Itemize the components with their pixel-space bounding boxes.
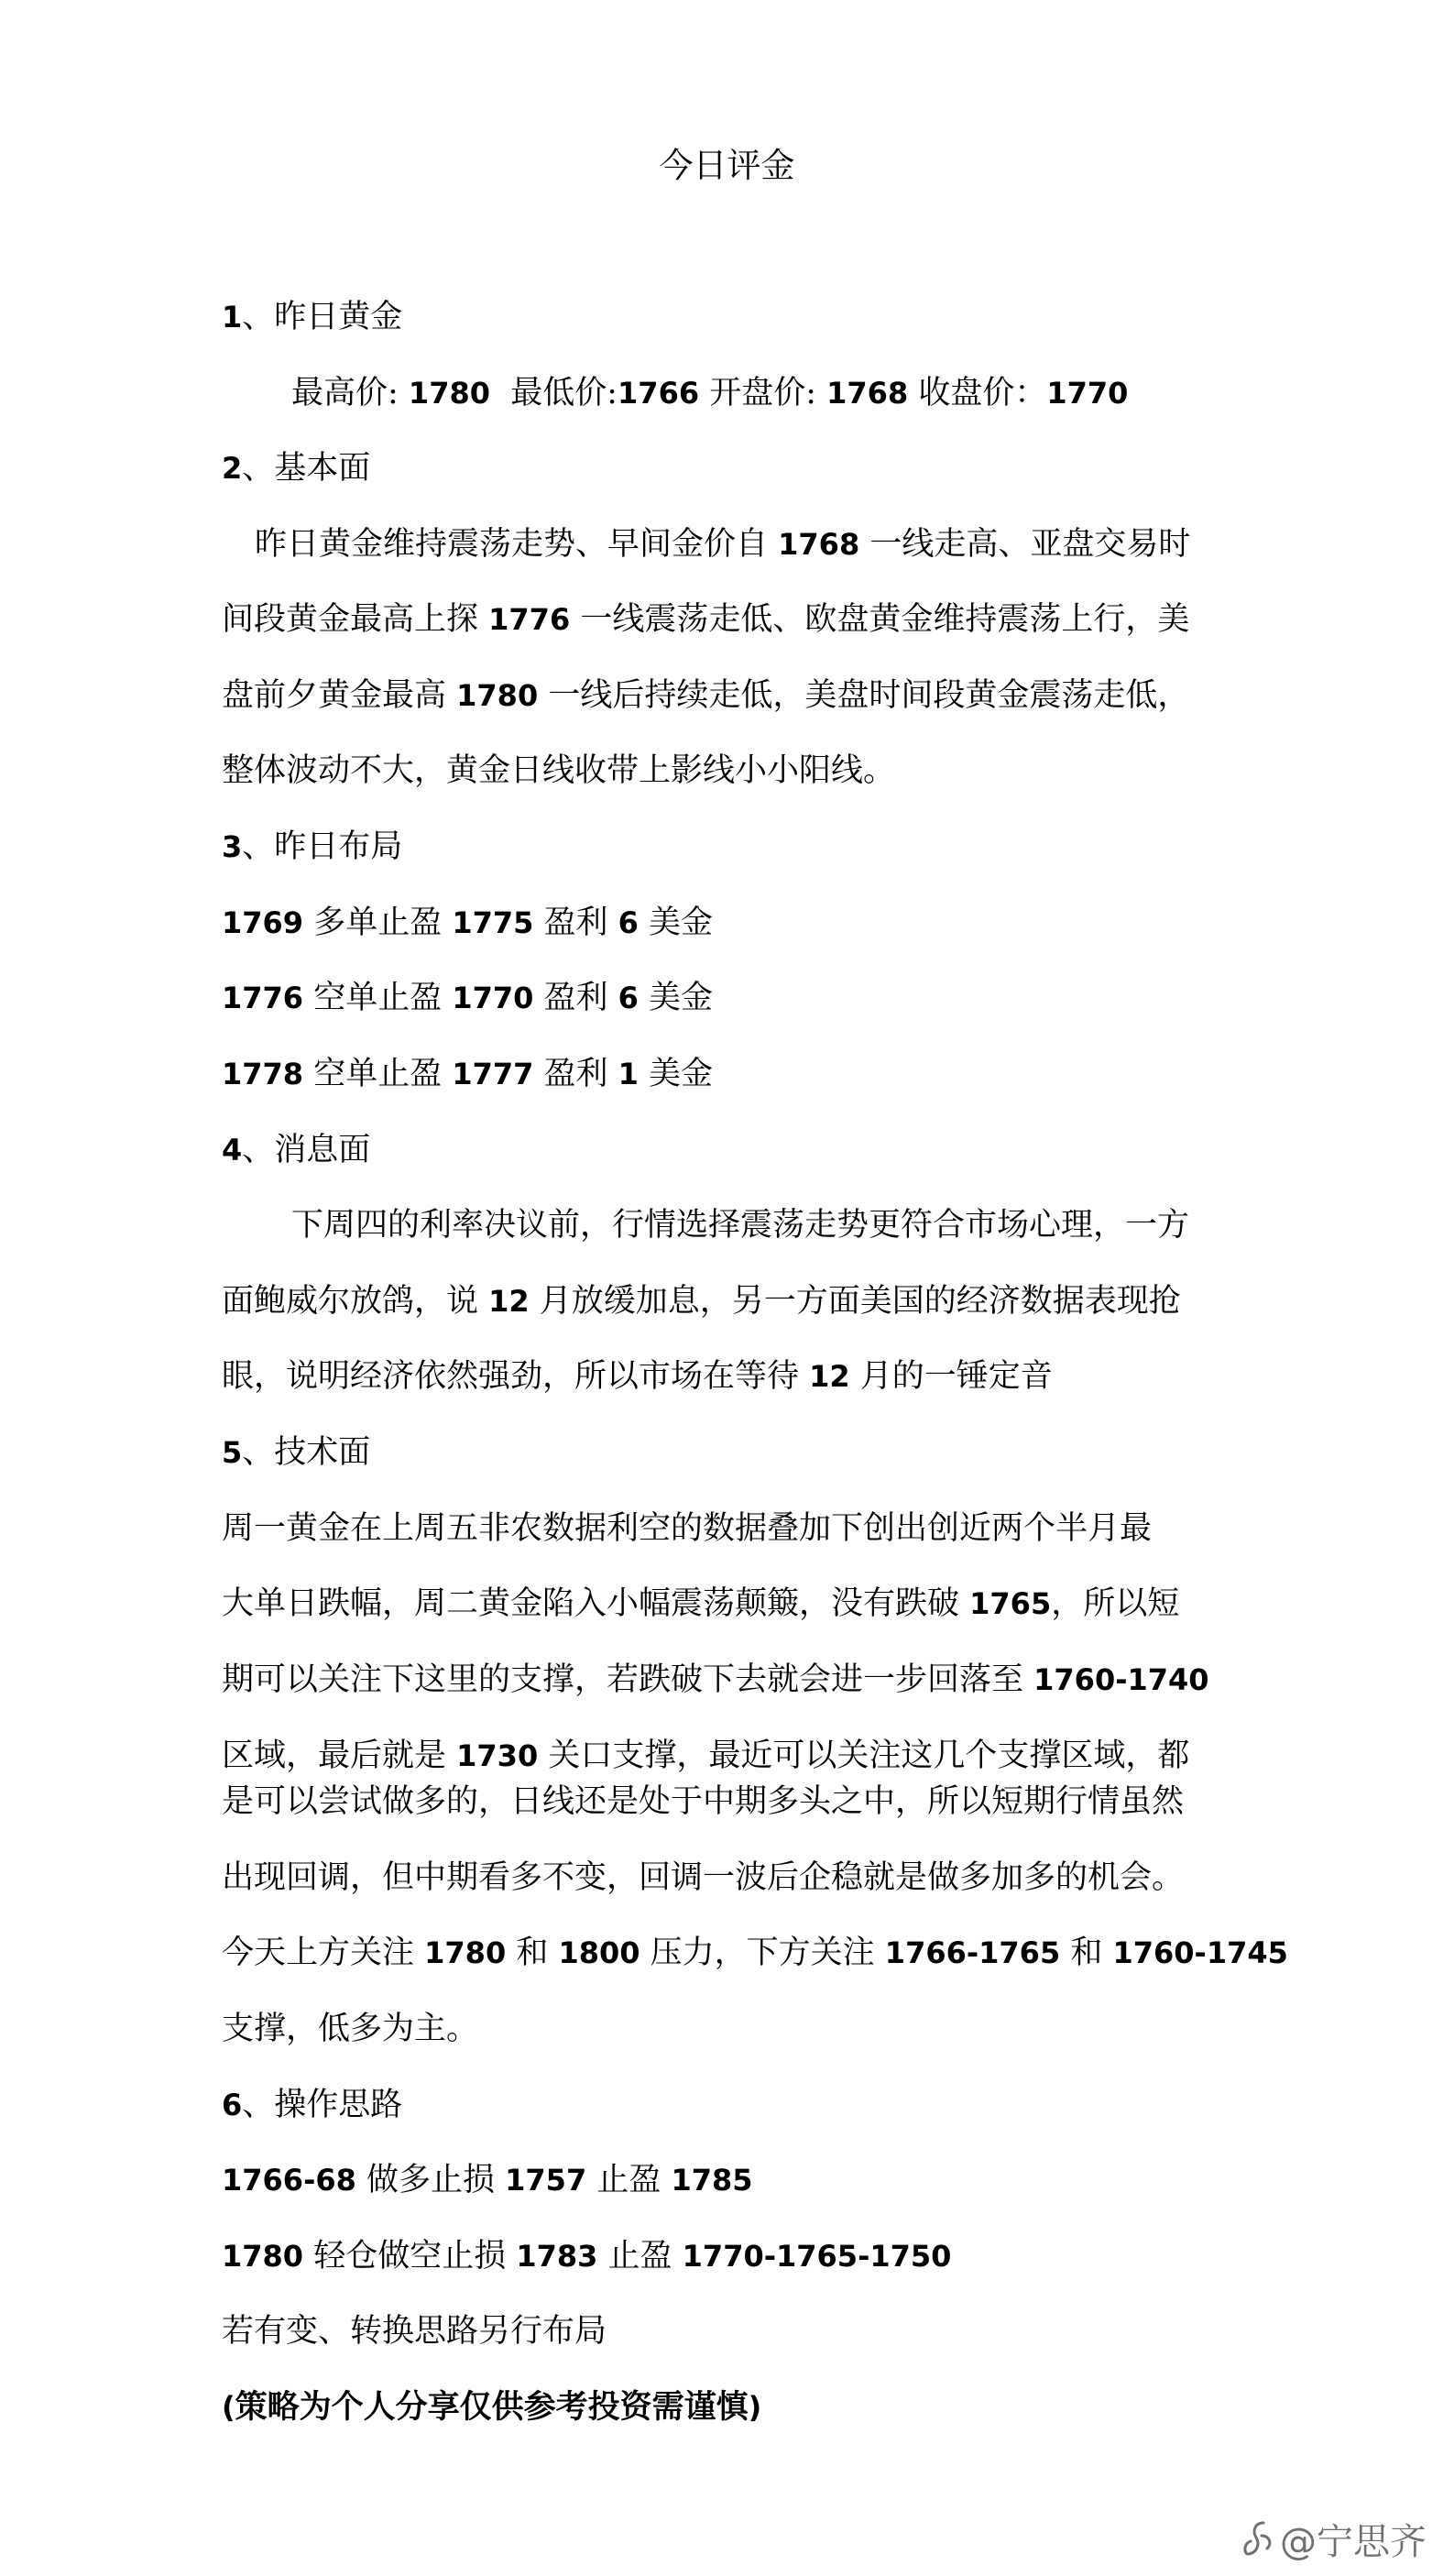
paragraph-line: 整体波动不大，黄金日线收带上影线小小阳线。	[222, 752, 896, 789]
trade-line: 1769 多单止盈 1775 盈利 6 美金	[222, 904, 714, 941]
trade-line: 1778 空单止盈 1777 盈利 1 美金	[222, 1056, 714, 1092]
paragraph-line: 出现回调，但中期看多不变，回调一波后企稳就是做多加多的机会。	[222, 1859, 1185, 1896]
price-line: 最高价: 1780 最低价:1766 开盘价: 1768 收盘价：1770	[291, 375, 1129, 411]
low-price: 1766	[618, 376, 700, 411]
watermark: @宁思齐	[1240, 2513, 1427, 2565]
plan-line: 1780 轻仓做空止损 1783 止盈 1770-1765-1750	[222, 2238, 952, 2275]
plan-line: 1766-68 做多止损 1757 止盈 1785	[222, 2162, 753, 2198]
section-heading-4: 4、消息面	[222, 1132, 371, 1168]
toutiao-logo-icon	[1240, 2519, 1276, 2560]
paragraph-line: 盘前夕黄金最高 1780 一线后持续走低，美盘时间段黄金震荡走低，	[222, 677, 1190, 714]
page-title: 今日评金	[659, 146, 795, 185]
paragraph-line: 区域，最后就是 1730 关口支撑，最近可以关注这几个支撑区域，都	[222, 1737, 1190, 1774]
disclaimer-line: (策略为个人分享仅供参考投资需谨慎)	[222, 2388, 762, 2426]
section-heading-1: 1、昨日黄金	[222, 299, 403, 335]
paragraph-line: 间段黄金最高上探 1776 一线震荡走低、欧盘黄金维持震荡上行，美	[222, 601, 1190, 638]
section-heading-5: 5、技术面	[222, 1434, 371, 1471]
paragraph-line: 下周四的利率决议前，行情选择震荡走势更符合市场心理，一方	[291, 1207, 1190, 1244]
open-price: 1768	[826, 376, 909, 411]
close-price: 1770	[1046, 376, 1129, 411]
paragraph-line: 期可以关注下这里的支撑，若跌破下去就会进一步回落至 1760-1740	[222, 1661, 1209, 1698]
paragraph-line: 面鲍威尔放鸽，说 12 月放缓加息，另一方面美国的经济数据表现抢	[222, 1283, 1181, 1320]
paragraph-line: 昨日黄金维持震荡走势、早间金价自 1768 一线走高、亚盘交易时	[255, 526, 1191, 563]
high-price: 1780	[408, 376, 490, 411]
trade-line: 1776 空单止盈 1770 盈利 6 美金	[222, 980, 714, 1016]
note-line: 若有变、转换思路另行布局	[222, 2313, 607, 2350]
paragraph-line: 支撑，低多为主。	[222, 2011, 479, 2047]
section-heading-3: 3、昨日布局	[222, 828, 403, 865]
paragraph-line: 是可以尝试做多的，日线还是处于中期多头之中，所以短期行情虽然	[222, 1783, 1185, 1820]
paragraph-line: 今天上方关注 1780 和 1800 压力，下方关注 1766-1765 和 1760-1745	[222, 1935, 1288, 1971]
section-heading-6: 6、操作思路	[222, 2087, 403, 2123]
paragraph-line: 眼，说明经济依然强劲，所以市场在等待 12 月的一锤定音	[222, 1358, 1053, 1395]
paragraph-line: 周一黄金在上周五非农数据利空的数据叠加下创出创近两个半月最	[222, 1510, 1153, 1547]
paragraph-line: 大单日跌幅，周二黄金陷入小幅震荡颠簸，没有跌破 1765，所以短	[222, 1585, 1180, 1622]
section-heading-2: 2、基本面	[222, 450, 371, 487]
